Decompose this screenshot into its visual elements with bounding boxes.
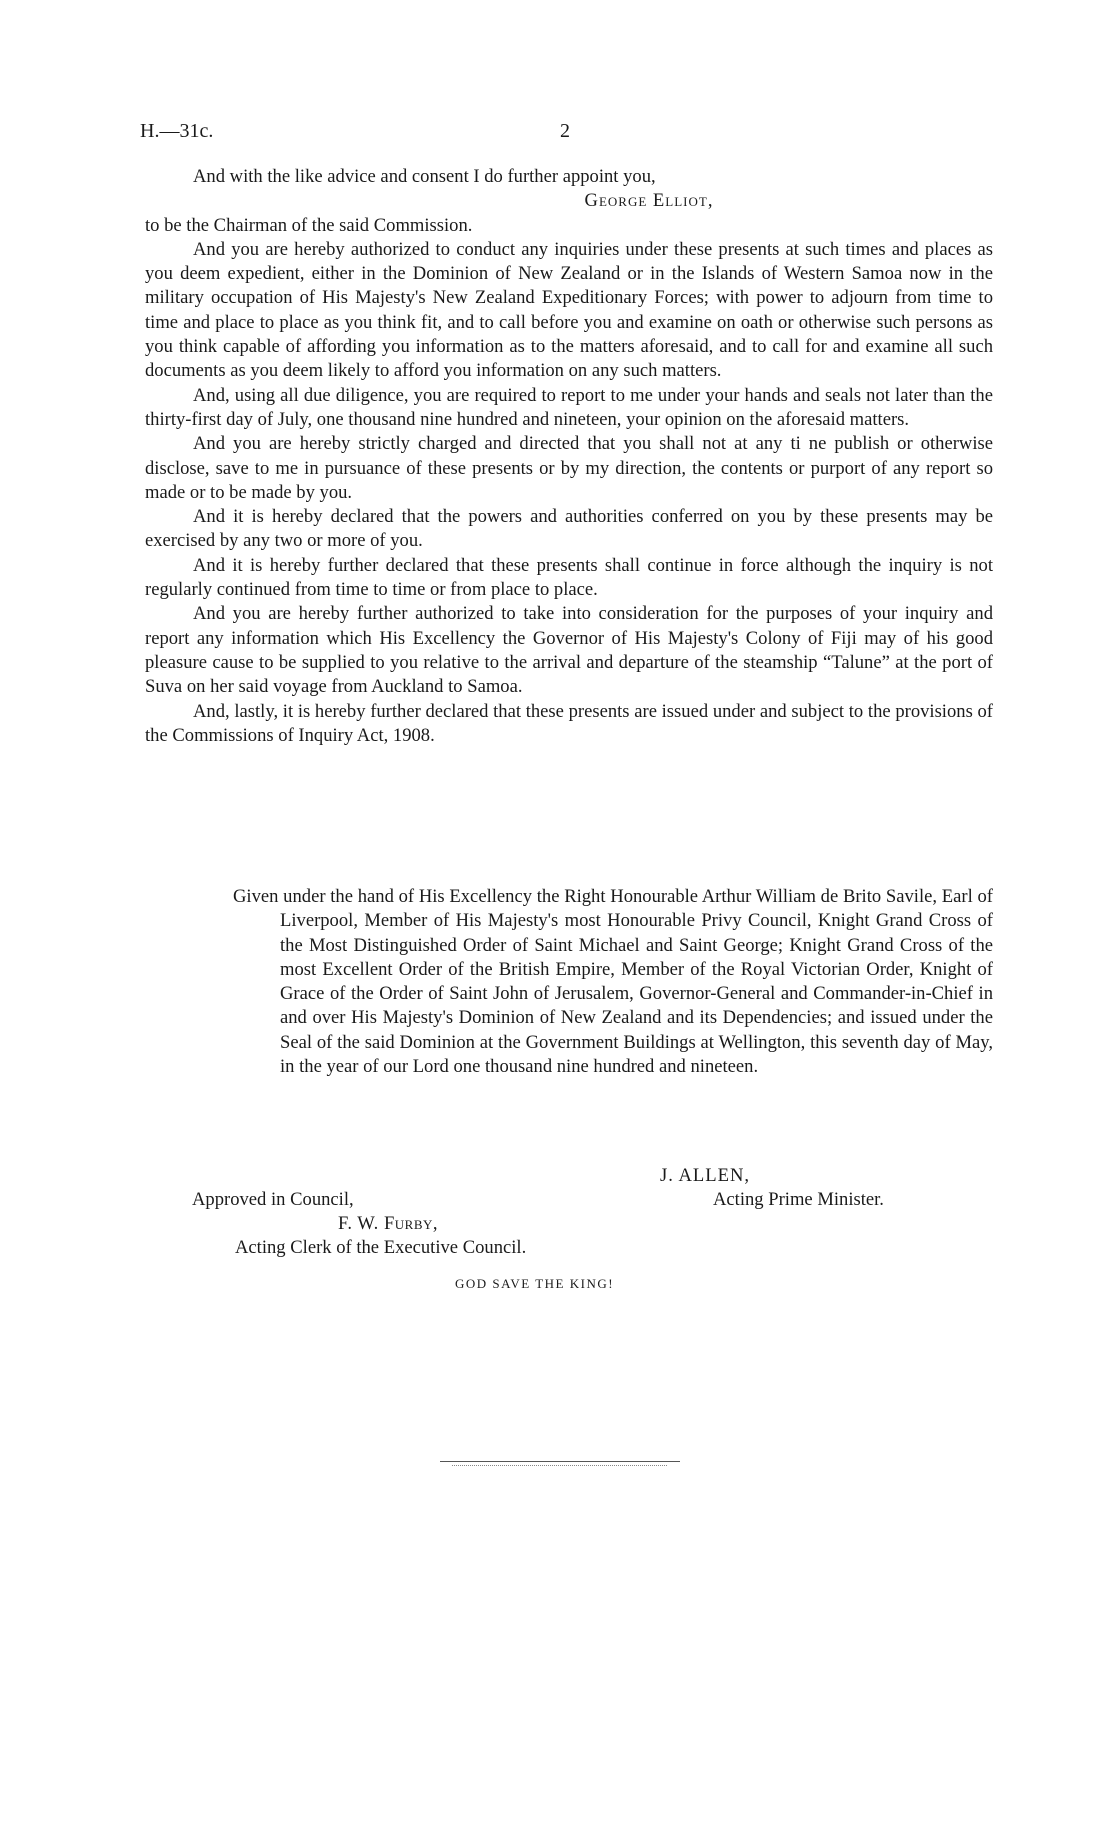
paragraph-authorization: And you are hereby authorized to conduct any inquiries under these presents at such times and places as you deem expedient, either in the Dominion of New Zealand or in the Islands of Western Samoa now in the military occupation of His Majesty's New Zealand Expeditionary Forces; with power to adjourn from time to time and place to place as you think fit, and to call before you and examine on oath or otherwise such persons as you think capable of affording you information as to the matters aforesaid, and to call for and examine all such documents as you deem likely to afford you information on any such matters. (145, 238, 993, 382)
signatory-title: Acting Prime Minister. (713, 1189, 884, 1210)
paragraph-confidentiality: And you are hereby strictly charged and directed that you shall not at any ti ne publish or otherwise disclose, save to me in pursuance of these presents or by my direction, the contents or purport of any report so made or to be made by you. (145, 433, 993, 503)
paragraph-powers: And it is hereby declared that the powers and authorities conferred on you by these presents may be exercised by any two or more of you. (145, 506, 993, 552)
paragraph-appointment: And with the like advice and consent I do further appoint you, (193, 166, 656, 187)
divider-rule (440, 1461, 680, 1462)
given-under-hand: Given under the hand of His Excellency the Right Honourable Arthur William de Brito Savile, Earl of Liverpool, Member of His Majesty's most Honourable Privy Council, Knight Grand Cross of the Most Distinguished Order of Saint Michael and Saint George; Knight Grand Cross of the most Excellent Order of the British Empire, Member of the Royal Victorian Order, Knight of Grace of the Order of Saint John of Jerusalem, Governor-General and Commander-in-Chief in and over His Majesty's Dominion of New Zealand and its Dependencies; and issued under the Seal of the said Dominion at the Government Buildings at Wellington, this seventh day of May, in the year of our Lord one thousand nine hundred and nineteen. (233, 886, 993, 1078)
paragraph-act-provisions: And, lastly, it is hereby further declared that these presents are issued under and subject to the provisions of the Commissions of Inquiry Act, 1908. (145, 700, 993, 746)
page-header (140, 120, 995, 150)
paragraph-report-deadline: And, using all due diligence, you are required to report to me under your hands and seals not later than the thirty-first day of July, one thousand nine hundred and nineteen, your opinion on the aforesaid matters. (145, 384, 993, 430)
signatory-name: J. ALLEN, (660, 1165, 751, 1186)
paragraph-fiji-information: And you are hereby further authorized to take into consideration for the purposes of your inquiry and report any information which His Excellency the Governor of His Majesty's Colony of Fiji may of his good pleasure cause to be supplied to you relative to the arrival and departure of the steamship “Talune” at the port of Suva on her said voyage from Auckland to Samoa. (145, 603, 993, 698)
commission-body (145, 165, 993, 748)
document-reference: H.—31c. (140, 120, 214, 142)
chairman-name: George Elliot, (584, 190, 714, 212)
clerk-name: F. W. Furby, (338, 1213, 439, 1234)
paragraph-continuance: And it is hereby further declared that these presents shall continue in force although the inquiry is not regularly continued from time to time or from place to place. (145, 554, 993, 601)
approved-in-council: Approved in Council, (192, 1189, 354, 1210)
page-number: 2 (560, 120, 570, 142)
divider-rule-dotted (452, 1465, 667, 1466)
paragraph-chairman: to be the Chairman of the said Commission. (145, 214, 473, 236)
closing-line: GOD SAVE THE KING! (455, 1276, 615, 1291)
clerk-title: Acting Clerk of the Executive Council. (235, 1237, 527, 1258)
